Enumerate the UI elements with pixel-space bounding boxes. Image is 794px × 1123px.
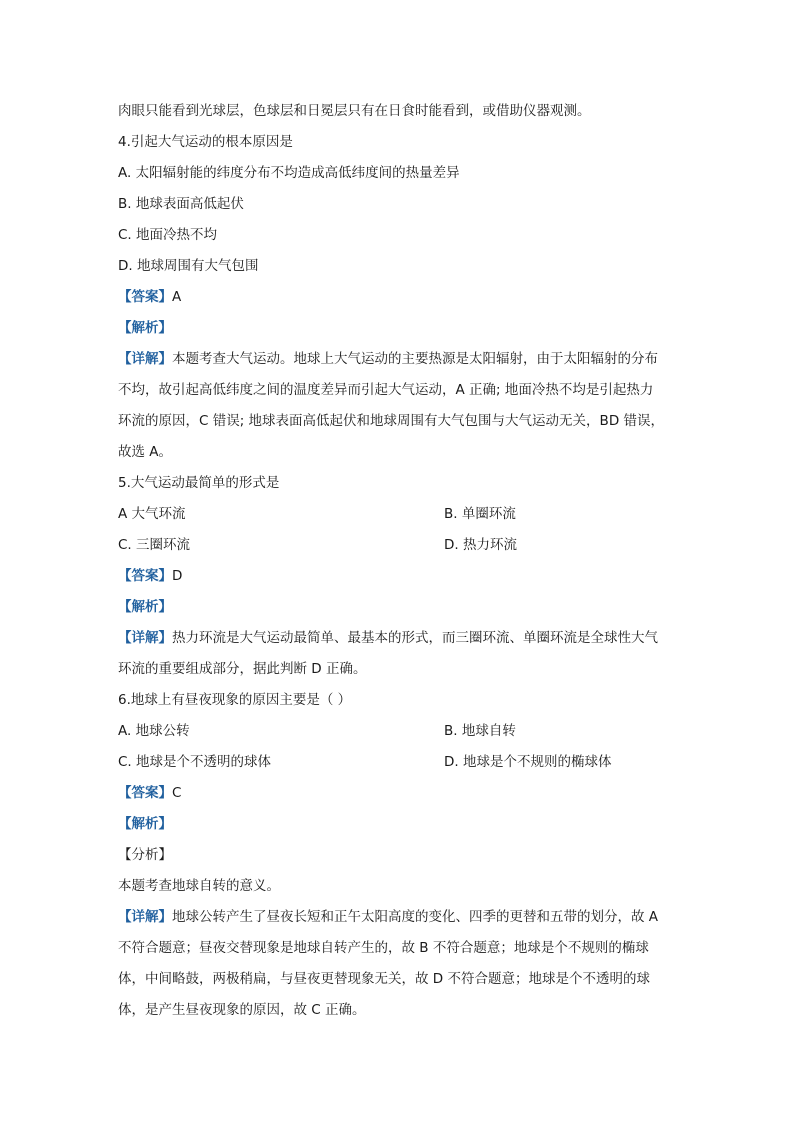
fenxi-label: 【分析】	[118, 847, 172, 863]
q6-detail-text-1: 地球公转产生了昼夜长短和正午太阳高度的变化、四季的更替和五带的划分，故 A	[172, 909, 659, 925]
analysis-label: 【解析】	[118, 599, 172, 615]
q6-detail-line-1	[118, 902, 680, 933]
analysis-label: 【解析】	[118, 816, 172, 832]
q6-fenxi-label	[118, 840, 680, 871]
q6-detail-line-4: 体，是产生昼夜现象的原因，故 C 正确。	[118, 1002, 366, 1018]
answer-label: 【答案】	[118, 568, 172, 584]
q6-fenxi-text: 本题考查地球自转的意义。	[118, 878, 280, 894]
q5-answer-value: D	[172, 568, 183, 584]
q4-detail-line-2: 不均，故引起高低纬度之间的温度差异而引起大气运动，A 正确; 地面冷热不均是引起热力	[118, 382, 654, 398]
q4-detail-line-3: 环流的原因，C 错误; 地球表面高低起伏和地球周围有大气包围与大气运动无关，BD 错误，	[118, 413, 665, 429]
q5-options-row-2	[118, 530, 680, 561]
q6-stem: 6.地球上有昼夜现象的原因主要是（ ）	[118, 692, 352, 708]
detail-label: 【详解】	[118, 630, 172, 646]
q6-option-c: C. 地球是个不透明的球体	[118, 754, 272, 770]
q4-answer	[118, 282, 680, 313]
q4-option-c: C. 地面冷热不均	[118, 227, 218, 243]
q5-option-c: C. 三圈环流	[118, 537, 191, 553]
q4-option-b: B. 地球表面高低起伏	[118, 196, 244, 212]
q6-answer-value: C	[172, 785, 182, 801]
q4-answer-value: A	[172, 289, 182, 305]
document-content	[118, 96, 680, 1026]
q5-detail-line-2: 环流的重要组成部分，据此判断 D 正确。	[118, 661, 367, 677]
q4-option-a: A. 太阳辐射能的纬度分布不均造成高低纬度间的热量差异	[118, 165, 460, 181]
q5-stem: 5.大气运动最简单的形式是	[118, 475, 280, 491]
q6-options-row-1	[118, 716, 680, 747]
q5-detail-text-1: 热力环流是大气运动最简单、最基本的形式，而三圈环流、单圈环流是全球性大气	[172, 630, 658, 646]
q5-answer	[118, 561, 680, 592]
q6-detail-line-3: 体，中间略鼓，两极稍扁，与昼夜更替现象无关，故 D 不符合题意；地球是个不透明的球	[118, 971, 650, 987]
q6-analysis-label	[118, 809, 680, 840]
detail-label: 【详解】	[118, 909, 172, 925]
q6-option-b: B. 地球自转	[444, 723, 516, 739]
answer-label: 【答案】	[118, 785, 172, 801]
q4-detail-line-4: 故选 A。	[118, 444, 173, 460]
q4-detail-line-1	[118, 344, 680, 375]
answer-label: 【答案】	[118, 289, 172, 305]
q5-option-b: B. 单圈环流	[444, 506, 516, 522]
intro-text: 肉眼只能看到光球层，色球层和日冕层只有在日食时能看到，或借助仪器观测。	[118, 103, 591, 119]
q5-option-a: A 大气环流	[118, 506, 186, 522]
q6-detail-line-2: 不符合题意；昼夜交替现象是地球自转产生的，故 B 不符合题意；地球是个不规则的椭球	[118, 940, 649, 956]
q4-stem: 4.引起大气运动的根本原因是	[118, 134, 293, 150]
analysis-label: 【解析】	[118, 320, 172, 336]
q4-analysis-label	[118, 313, 680, 344]
q4-detail-text-1: 本题考查大气运动。地球上大气运动的主要热源是太阳辐射，由于太阳辐射的分布	[172, 351, 658, 367]
q5-options-row-1	[118, 499, 680, 530]
q6-options-row-2	[118, 747, 680, 778]
q5-analysis-label	[118, 592, 680, 623]
q4-option-d: D. 地球周围有大气包围	[118, 258, 259, 274]
q6-option-d: D. 地球是个不规则的椭球体	[444, 754, 612, 770]
q6-answer	[118, 778, 680, 809]
q5-option-d: D. 热力环流	[444, 537, 517, 553]
detail-label: 【详解】	[118, 351, 172, 367]
q6-option-a: A. 地球公转	[118, 723, 190, 739]
q5-detail-line-1	[118, 623, 680, 654]
